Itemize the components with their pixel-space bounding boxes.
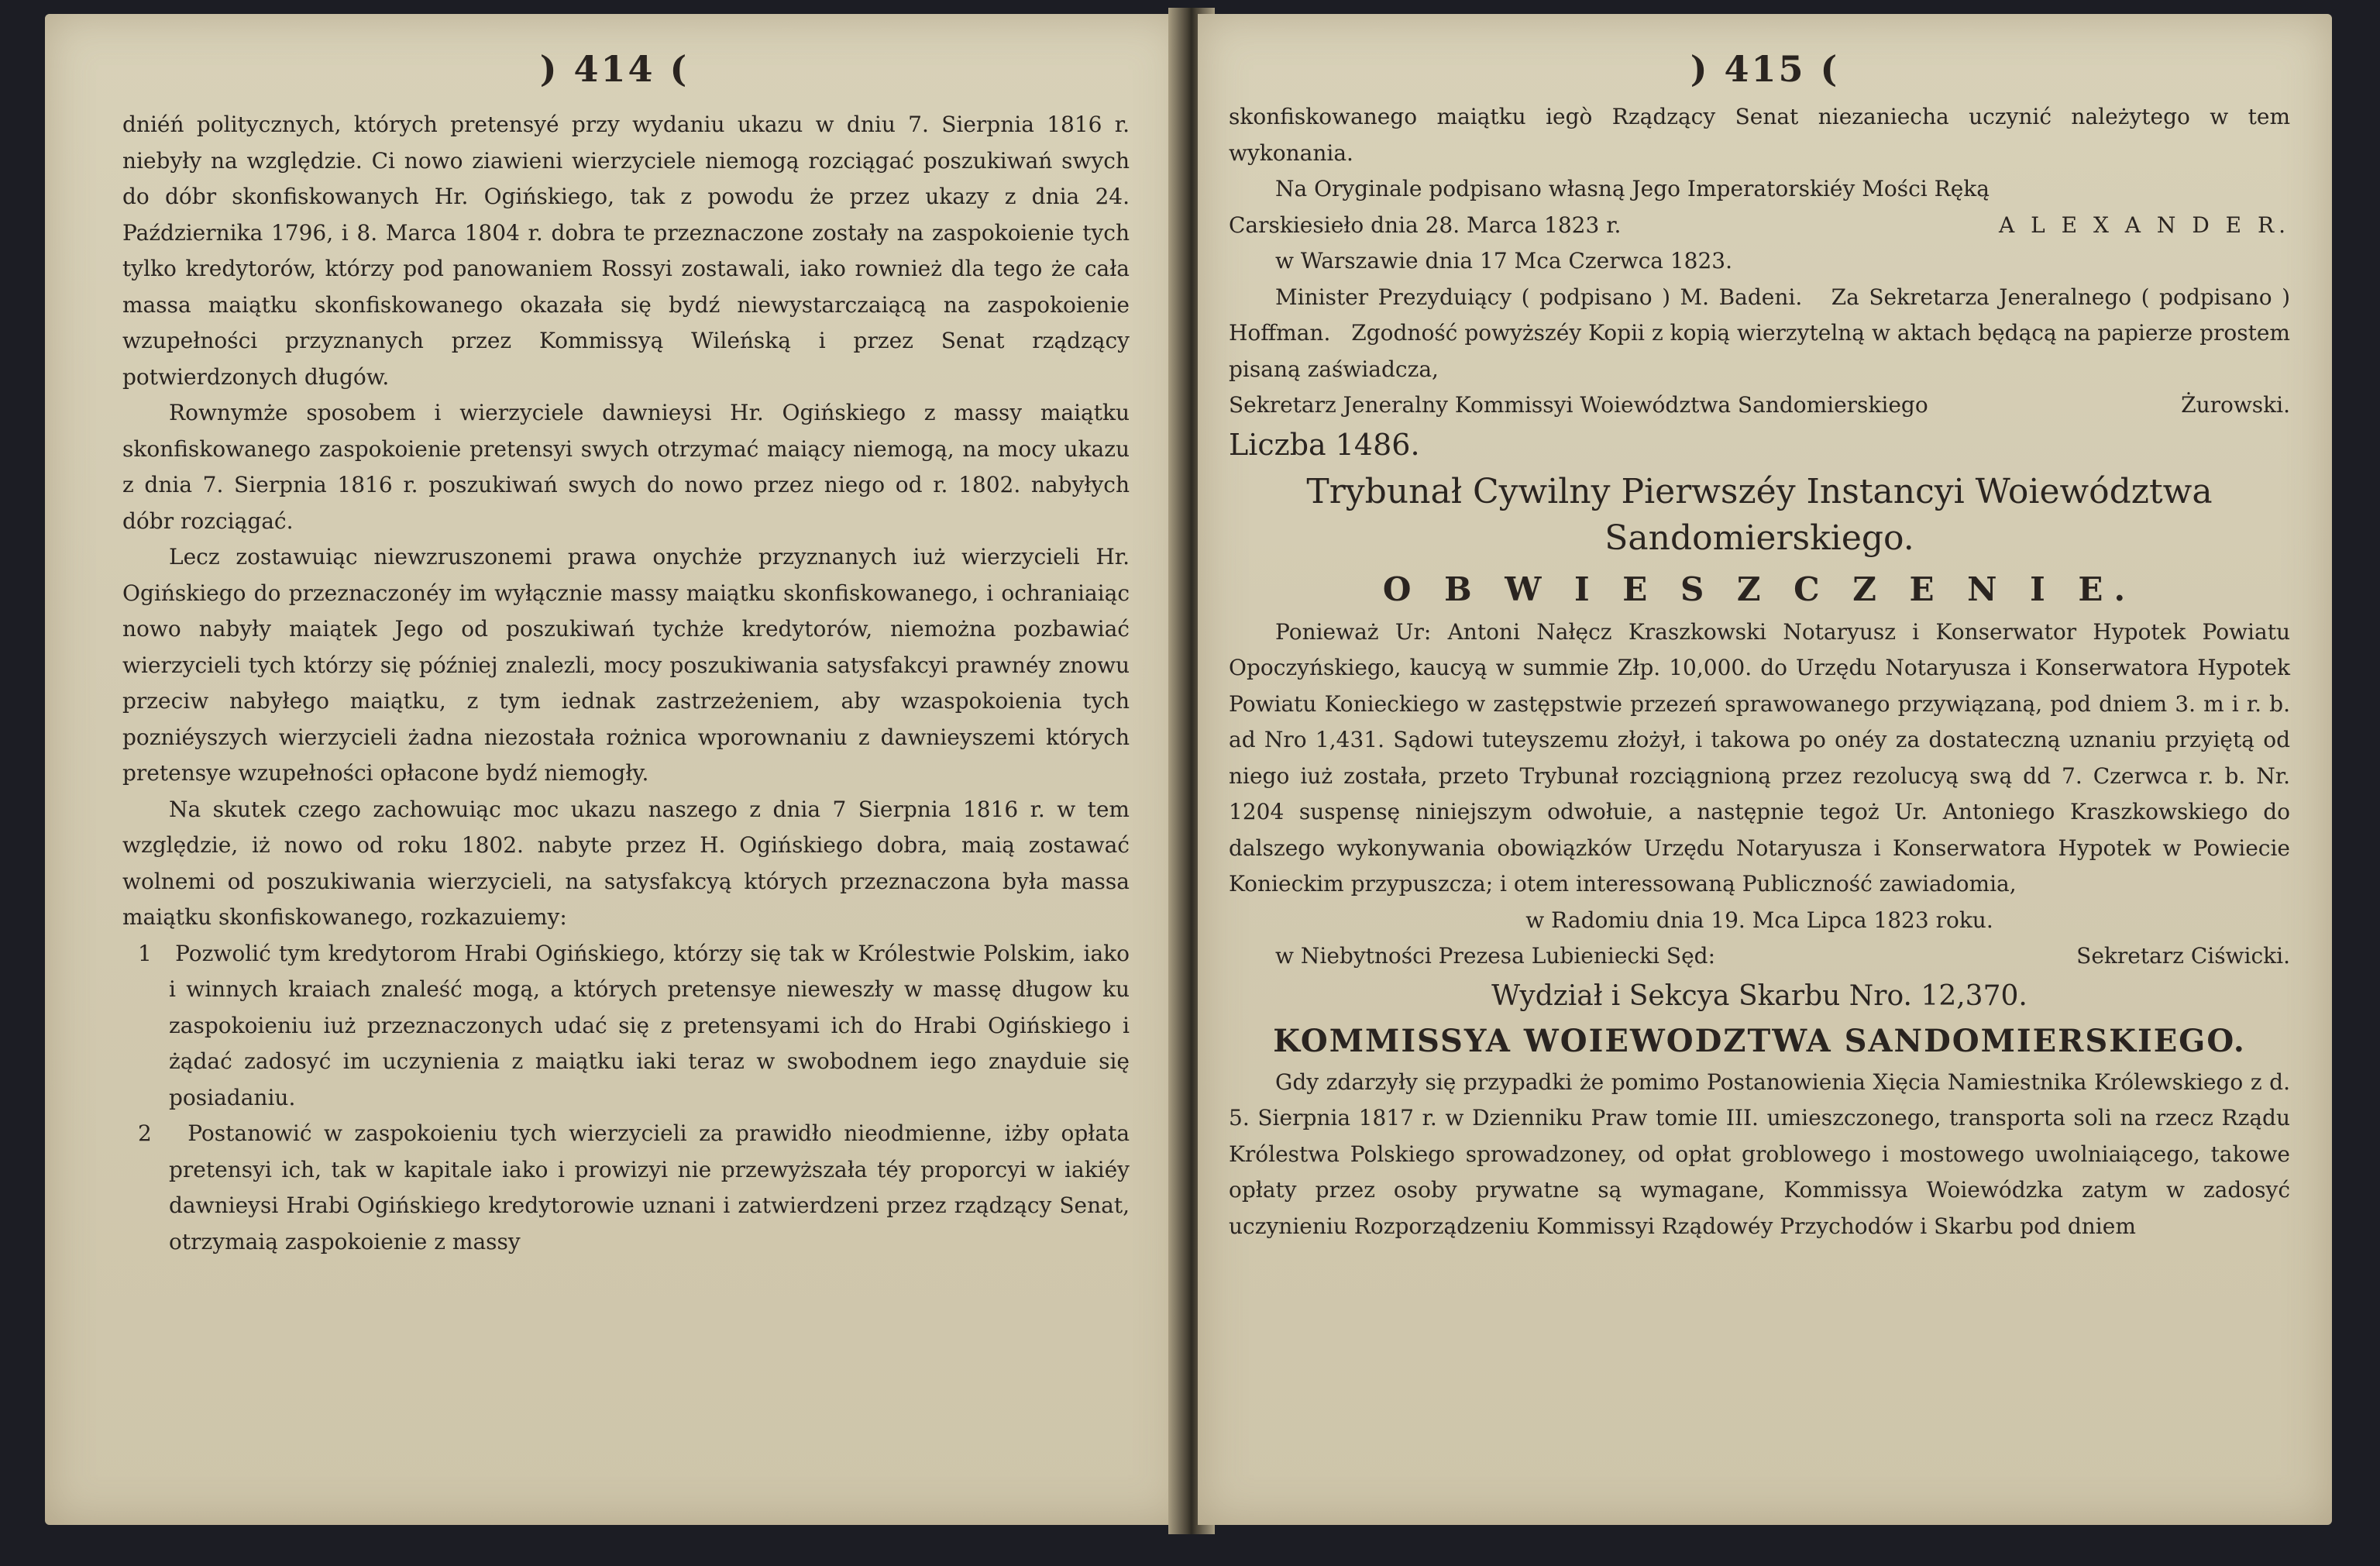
- list-item: [122, 936, 1130, 1117]
- place-date: Carskiesieło dnia 28. Marca 1823 r.: [1229, 212, 1622, 238]
- paragraph: Na skutek czego zachowuiąc moc ukazu naszego z dnia 7 Sierpnia 1816 r. w tem względzie, iż nowo od roku 1802. nabyte przez H. Ogińskiego dobra, maią zostawać wolnemi od poszukiwania wierzycieli, na satysfakcyą których przeznaczona była massa maiątku skonfiskowanego, rozkazuiemy:: [122, 796, 1130, 930]
- right-page-text: [1229, 99, 2290, 1244]
- paragraph: Lecz zostawuiąc niewzruszonemi prawa onychże przyznanych iuż wierzycieli Hr. Ogińskiego do przeznaczonéy im wyłącznie massy maiątku skonfiskowanego, i ochraniaiąc nowo nabyły maiątek Jego od poszukiwań tychże kredytorów, niemożna pozbawiać wierzycieli tych którzy się później znalezli, mocy poszukiwania satysfakcyi prawnéy znowu przeciw nabyłego maiątku, z tym iednak zastrzeżeniem, aby wzaspokoienia tych pozniéyszych wierzycieli żadna niezostała rożnica wporownaniu z dawnieyszemi których pretensye wzupełności opłacone bydź niemogły.: [122, 544, 1130, 786]
- minister-signature: Minister Prezyduiący ( podpisano ) M. Badeni.: [1275, 284, 1803, 310]
- paragraph: skonfiskowanego maiątku iegò Rządzący Senat niezaniecha uczynić należytego w tem wykonania.: [1229, 104, 2290, 166]
- paragraph: Gdy zdarzyły się przypadki że pomimo Postanowienia Xięcia Namiestnika Królewskiego z d. 5. Sierpnia 1817 r. w Dzienniku Praw tomie III. umieszczonego, transporta soli na rzecz Rządu Królestwa Polskiego sprowadzoney, od opłat groblowego i mostowego uwolniaiącego, takowe opłaty przez osoby prywatne są wymagane, Kommissya Woiewódzka zatym w zadosyć uczynieniu Rozporządzeniu Kommissyi Rządowéy Przychodów i Skarbu pod dniem: [1229, 1069, 2290, 1239]
- number-label: Liczba 1486.: [1229, 427, 1420, 462]
- signature-row: [1229, 208, 2290, 244]
- list-text: Pozwolić tym kredytorom Hrabi Ogińskiego, którzy się tak w Królestwie Polskim, iako i winnych kraiach znaleść mogą, a których pretensye nieweszły w massę długow ku zaspokoieniu iuż przeznaczonych udać się z pretensyami ich do Hrabi Ogińskiego i żądać zadosyć im uczynienia z maiątku iaki teraz w swobodnem iego znayduie się posiadaniu.: [169, 940, 1130, 1110]
- signatories: [1229, 280, 2290, 388]
- judge-signature: w Niebytności Prezesa Lubieniecki Sęd:: [1275, 943, 1716, 969]
- place-date: w Radomiu dnia 19. Mca Lipca 1823 roku.: [1525, 907, 1993, 933]
- conformity-note: Zgodność powyższéy Kopii z kopią wierzytelną w aktach będącą na papierze prostem pisaną zaświadcza,: [1229, 320, 2290, 382]
- commission-heading: KOMMISSYA WOIEWODZTWA SANDOMIERSKIEGO.: [1273, 1022, 2246, 1059]
- left-page-text: [122, 107, 1130, 1260]
- paragraph: Rownymże sposobem i wierzyciele dawnieysi Hr. Ogińskiego z massy maiątku skonfiskowanego zaspokoienie pretensyi swych otrzymać maiący niemogą, na mocy ukazu z dnia 7. Sierpnia 1816 r. poszukiwań swych do nowo przez niego od r. 1802. nabyłych dóbr rozciągać.: [122, 400, 1130, 534]
- tribunal-heading: Trybunał Cywilny Pierwszéy Instancyi Woiewództwa Sandomierskiego.: [1306, 471, 2213, 558]
- paragraph: Ponieważ Ur: Antoni Nałęcz Kraszkowski Notaryusz i Konserwator Hypotek Powiatu Opoczyńskiego, kaucyą w summie Złp. 10,000. do Urzędu Notaryusza i Konserwatora Hypotek Powiatu Konieckiego w zastępstwie przezeń sprawowanego przywiązaną, pod dniem 3. m i r. b. ad Nro 1,431. Sądowi tuteyszemu złożył, i takowa po onéy za dostateczną uznaniu przyiętą od niego iuż została, przeto Trybunał rozciągnioną przez rezolucyą swą dd 7. Czerwca r. b. Nr. 1204 suspensę niniejszym odwołuie, a następnie tegoż Ur. Antoniego Kraszkowskiego do dalszego wykonywania obowiązków Urzędu Notaryusza i Konserwatora Hypotek w Powiecie Konieckim przypuszcza; i otem interessowaną Publiczność zawiadomia,: [1229, 618, 2290, 897]
- signature-row: [1229, 938, 2290, 975]
- list-marker: 2: [138, 1120, 152, 1146]
- secretary-name: Żurowski.: [2181, 392, 2290, 418]
- list-text: Postanowić w zaspokoieniu tych wierzycieli za prawidło nieodmienne, iżby opłata pretensyi ich, tak w kapitale iako i prowizyi nie przewyższała téy proporcyi w iakiéy dawnieysi Hrabi Ogińskiego kredytorowie uznani i zatwierdzeni przez rządzący Senat, otrzymaią zaspokoienie z massy: [169, 1120, 1130, 1255]
- place-date: w Warszawie dnia 17 Mca Czerwca 1823.: [1275, 248, 1733, 274]
- left-page: [45, 14, 1184, 1525]
- announcement-heading: O B W I E S Z C Z E N I E.: [1382, 570, 2137, 608]
- secretary-title: Sekretarz Jeneralny Kommissyi Woiewództwa Sandomierskiego: [1229, 392, 1928, 418]
- monarch-signature: A L E X A N D E R.: [1999, 212, 2290, 238]
- list-marker: 1: [138, 940, 152, 966]
- secretary-signature: Za Sekretarza Jeneralnego ( podpisano ) Hoffman.: [1229, 284, 2290, 346]
- secretary-signature: Sekretarz Ciświcki.: [2076, 943, 2290, 969]
- signature-row: [1229, 387, 2290, 424]
- paragraph: dniéń politycznych, których pretensyé przy wydaniu ukazu w dniu 7. Sierpnia 1816 r. niebyły na względzie. Ci nowo ziawieni wierzyciele niemogą rozciągać poszukiwań swych do dóbr skonfiskowanych Hr. Ogińskiego, tak z powodu że przez ukazy z dnia 24. Października 1796, i 8. Marca 1804 r. dobra te przeznaczone zostały na zaspokoienie tych tylko kredytorów, którzy pod panowaniem Rossyi zostawali, iako rownież dla tego że cała massa maiątku skonfiskowanego okazała się bydź niewystarczaiącą na zaspokoienie wzupełności przyznanych przez Kommissyą Wileńską i przez Senat rządzący potwierdzonych długów.: [122, 112, 1130, 390]
- list-item: [122, 1116, 1130, 1260]
- signature-note: Na Oryginale podpisano własną Jego Imperatorskiéy Mości Ręką: [1275, 176, 1990, 201]
- page-number: ) 415 (: [1690, 48, 1840, 90]
- department-heading: Wydział i Sekcya Skarbu Nro. 12,370.: [1491, 979, 2027, 1012]
- right-page: [1198, 14, 2332, 1525]
- page-number: ) 414 (: [539, 48, 690, 90]
